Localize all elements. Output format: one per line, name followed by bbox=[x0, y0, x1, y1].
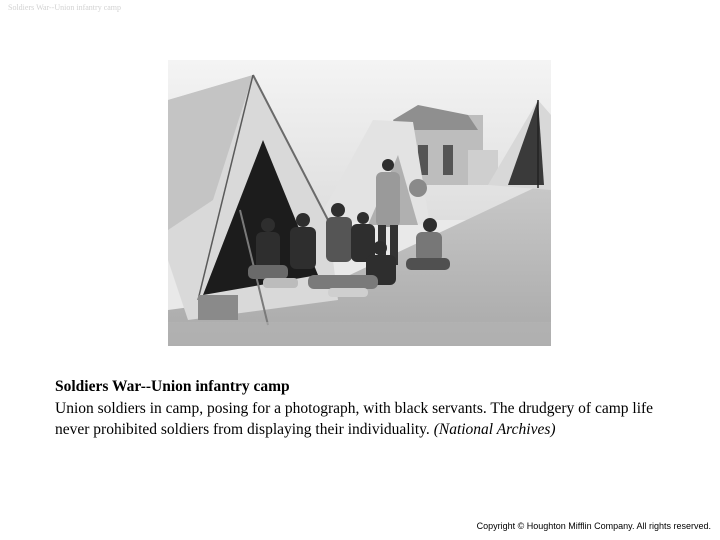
caption-title: Soldiers War--Union infantry camp bbox=[55, 378, 290, 395]
union-camp-photograph bbox=[168, 60, 551, 346]
photo-caption bbox=[55, 376, 670, 441]
slide-header: Soldiers War--Union infantry camp bbox=[8, 3, 122, 12]
caption-body: Union soldiers in camp, posing for a photograph, with black servants. The drudgery of camp life never prohibited soldiers from displaying their individuality. bbox=[55, 399, 654, 438]
caption-credit: (National Archives) bbox=[433, 421, 556, 438]
copyright-notice: Copyright © Houghton Mifflin Company. All rights reserved. bbox=[476, 521, 711, 531]
